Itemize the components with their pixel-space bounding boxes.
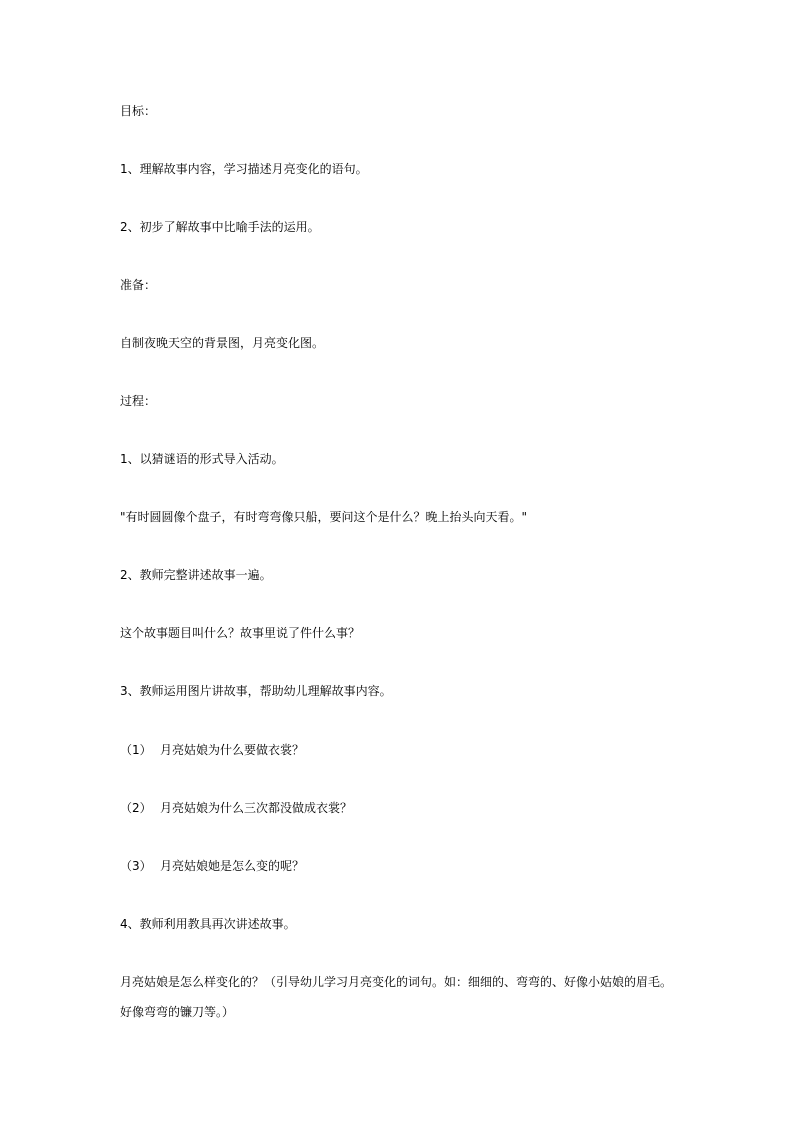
sub-item-number: （1）	[120, 743, 152, 757]
goal-heading: 目标：	[120, 104, 157, 118]
process-step-2: 2、教师完整讲述故事一遍。	[120, 568, 272, 582]
question-text: 这个故事题目叫什么？故事里说了件什么事？	[120, 626, 361, 640]
process-heading: 过程：	[120, 394, 157, 408]
sub-item-number: （2）	[120, 801, 152, 815]
process-step-1: 1、以猜谜语的形式导入活动。	[120, 452, 284, 466]
process-step-3: 3、教师运用图片讲故事，帮助幼儿理解故事内容。	[120, 684, 392, 698]
sub-item-number: （3）	[120, 859, 152, 873]
sub-item-text: 月亮姑娘她是怎么变的呢？	[160, 859, 305, 873]
sub-item-text: 月亮姑娘为什么三次都没做成衣裳？	[160, 801, 353, 815]
goal-item-2: 2、初步了解故事中比喻手法的运用。	[120, 220, 320, 234]
prep-item-1: 自制夜晚天空的背景图，月亮变化图。	[120, 336, 325, 350]
goal-item-1: 1、理解故事内容，学习描述月亮变化的语句。	[120, 162, 368, 176]
final-paragraph-line-1: 月亮姑娘是怎么样变化的？（引导幼儿学习月亮变化的词句。如：细细的、弯弯的、好像小姑娘的眉毛。	[120, 975, 673, 989]
prep-heading: 准备：	[120, 278, 157, 292]
sub-item-text: 月亮姑娘为什么要做衣裳？	[160, 743, 305, 757]
final-paragraph-line-2: 好像弯弯的镰刀等。）	[120, 1005, 235, 1019]
riddle-text: "有时圆圆像个盘子，有时弯弯像只船，要问这个是什么？晚上抬头向天看。"	[120, 510, 528, 524]
process-step-4: 4、教师利用教具再次讲述故事。	[120, 917, 296, 931]
